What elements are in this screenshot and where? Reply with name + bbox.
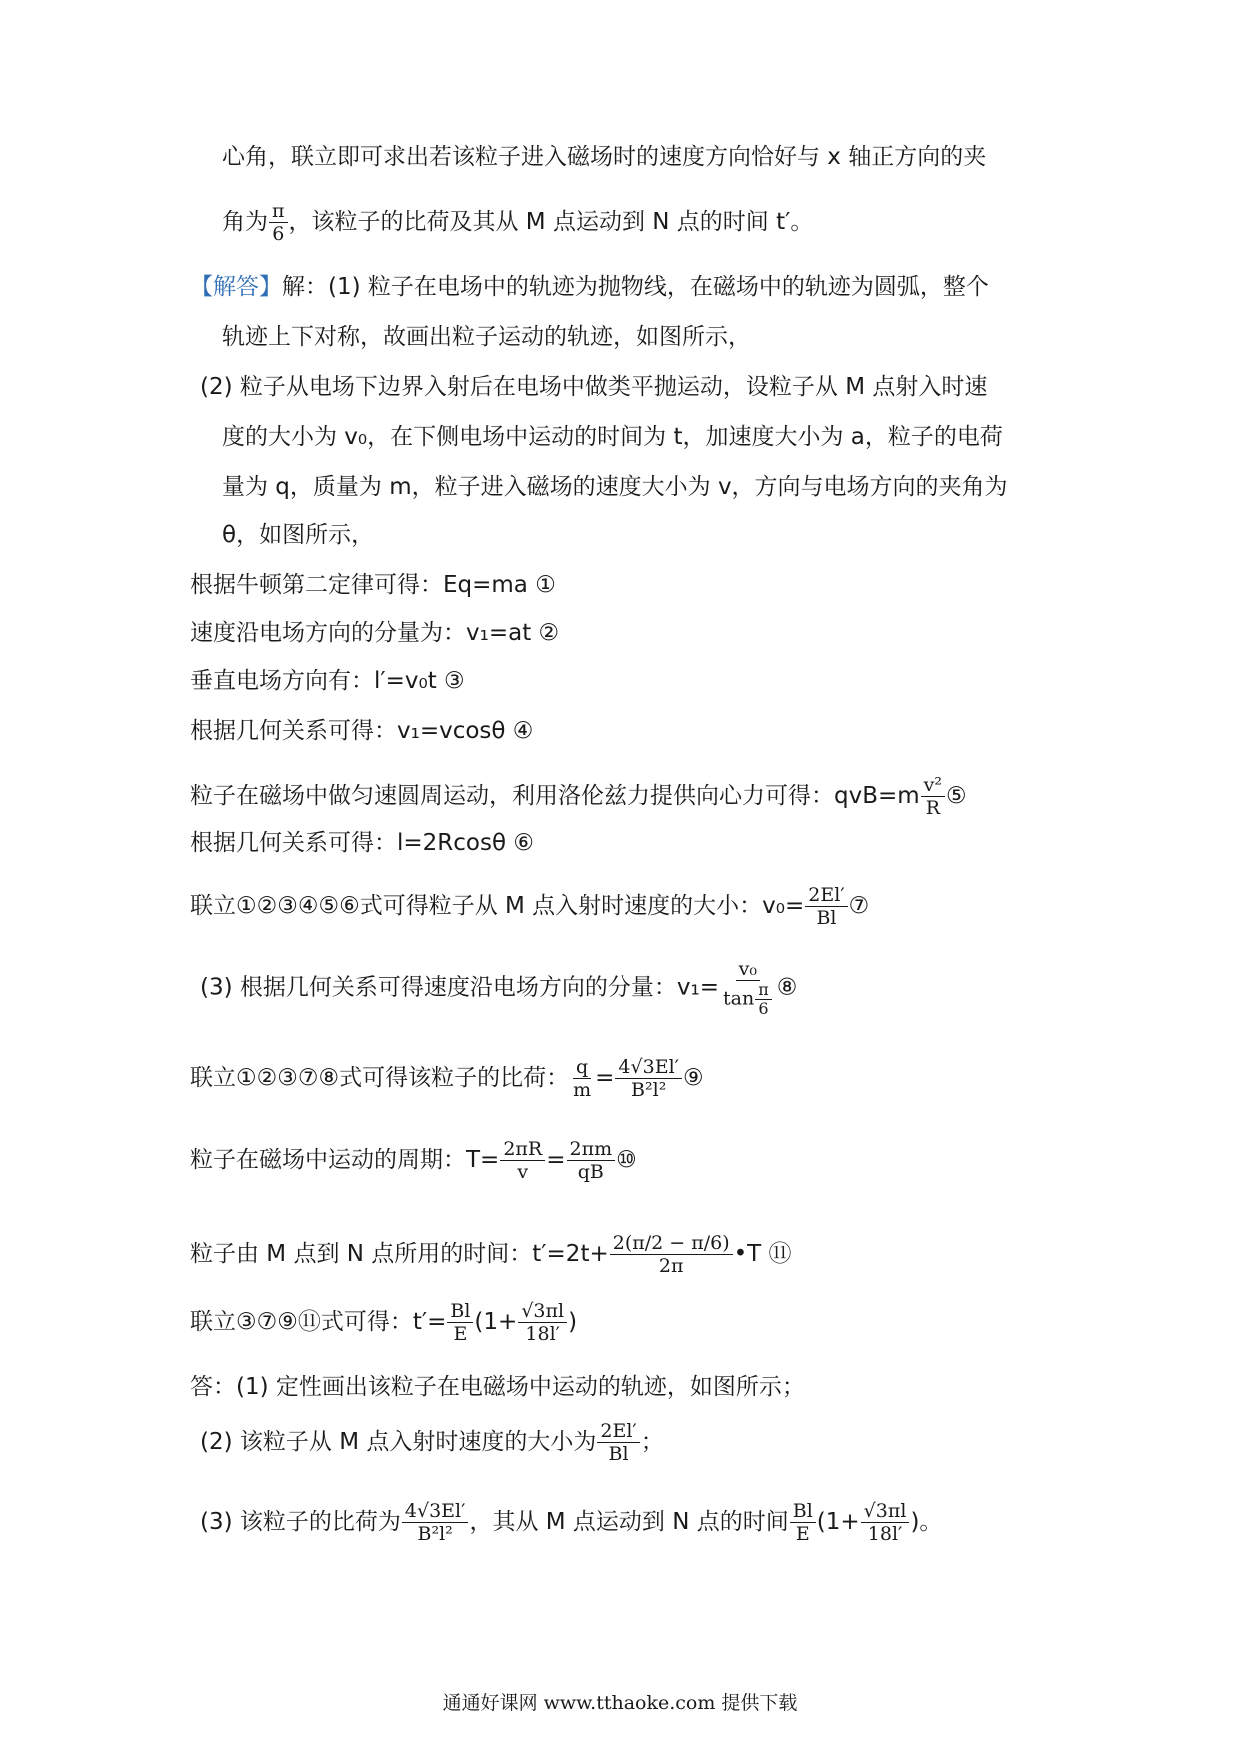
equation-11: 粒子由 M 点到 N 点所用的时间：t′=2t+ $\frac{2(\pi/2 - \pi/6)}{2\pi}$ •T ⑪ <box>190 1232 792 1277</box>
solution-p2-c: 量为 q，质量为 m，粒子进入磁场的速度大小为 v，方向与电场方向的夹角为 <box>222 474 1008 500</box>
fraction-v0-over-tan: v₀ tan $\frac{\pi}{6}$ <box>720 958 776 1018</box>
fraction-answer-bl-over-e: $\frac{Bl}{E}$ <box>790 1500 816 1545</box>
fraction-2pir-over-v: $\frac{2\pi R}{v}$ <box>500 1138 545 1183</box>
solution-p1-a: 【解答】解：(1) 粒子在电场中的轨迹为抛物线，在磁场中的轨迹为圆弧，整个 <box>190 274 989 300</box>
solution-p2-a: (2) 粒子从电场下边界入射后在电场中做类平抛运动，设粒子从 M 点射入时速 <box>200 374 988 400</box>
equation-4: 根据几何关系可得：v₁=vcosθ ④ <box>190 718 534 744</box>
equation-2: 速度沿电场方向的分量为：v₁=at ② <box>190 620 560 646</box>
analysis-line-2: 角为 $\frac{\pi}{6}$ ，该粒子的比荷及其从 M 点运动到 N 点的时间 t′。 <box>222 200 814 245</box>
solution-tag: 【解答】 <box>190 274 282 300</box>
equation-10: 粒子在磁场中运动的周期：T= $\frac{2\pi R}{v}$ = $\frac{2\pi m}{qB}$ ⑩ <box>190 1138 637 1183</box>
equation-6: 根据几何关系可得：l=2Rcosθ ⑥ <box>190 830 534 856</box>
fraction-pi-over-6: $\frac{\pi}{6}$ <box>269 200 288 245</box>
fraction-answer-v0: $\frac{2El'}{Bl}$ <box>597 1420 639 1465</box>
equation-5: 粒子在磁场中做匀速圆周运动，利用洛伦兹力提供向心力可得：qvB=m $\frac{\text{v²}}{R}$ ⑤ <box>190 774 967 819</box>
fraction-sqrt3pil-over-18l: $\frac{√3\pi l}{18l'}$ <box>518 1300 567 1345</box>
equation-8: (3) 根据几何关系可得速度沿电场方向的分量：v₁= v₀ tan $\frac{\pi}{6}$ ⑧ <box>200 958 798 1018</box>
fraction-angle-over-2pi: $\frac{2(\pi/2 - \pi/6)}{2\pi}$ <box>610 1232 733 1277</box>
equation-3: 垂直电场方向有：l′=v₀t ③ <box>190 668 465 694</box>
fraction-q-over-m: $\frac{q}{m}$ <box>573 1056 592 1101</box>
solution-p2-b: 度的大小为 v₀，在下侧电场中运动的时间为 t，加速度大小为 a，粒子的电荷 <box>222 424 1003 450</box>
solution-p2-d: θ，如图所示， <box>222 522 375 548</box>
fraction-answer-sqrt3pil: $\frac{√3\pi l}{18l'}$ <box>861 1500 910 1545</box>
fraction-v0: $\frac{2El'}{Bl}$ <box>805 884 847 929</box>
equation-9: 联立①②③⑦⑧式可得该粒子的比荷： $\frac{q}{m}$ = $\frac{4√3El'}{\text{B²l²}}$ ⑨ <box>190 1056 704 1101</box>
answer-3: (3) 该粒子的比荷为 $\frac{4√3El'}{\text{B²l²}}$ ，其从 M 点运动到 N 点的时间 $\frac{Bl}{E}$ (1+ $\frac{√3\pi l}{18l'}$ )。 <box>200 1500 943 1545</box>
analysis-line-1: 心角，联立即可求出若该粒子进入磁场时的速度方向恰好与 x 轴正方向的夹 <box>222 144 987 170</box>
page-footer: 通通好课网 www.tthaoke.com 提供下载 <box>442 1692 798 1714</box>
fraction-2pim-over-qb: $\frac{2\pi m}{qB}$ <box>567 1138 616 1183</box>
fraction-v2-over-r: $\frac{\text{v²}}{R}$ <box>921 774 945 819</box>
answer-2: (2) 该粒子从 M 点入射时速度的大小为 $\frac{2El'}{Bl}$ ； <box>200 1420 664 1465</box>
solution-p1-b: 轨迹上下对称，故画出粒子运动的轨迹，如图所示， <box>222 324 751 350</box>
equation-12: 联立③⑦⑨⑪式可得：t′= $\frac{Bl}{E}$ (1+ $\frac{√3\pi l}{18l'}$ ) <box>190 1300 578 1345</box>
answer-1: 答：(1) 定性画出该粒子在电磁场中运动的轨迹，如图所示； <box>190 1374 805 1400</box>
fraction-answer-charge-ratio: $\frac{4√3El'}{\text{B²l²}}$ <box>402 1500 469 1545</box>
equation-7: 联立①②③④⑤⑥式可得粒子从 M 点入射时速度的大小：v₀= $\frac{2El'}{Bl}$ ⑦ <box>190 884 870 929</box>
equation-1: 根据牛顿第二定律可得：Eq=ma ① <box>190 572 556 598</box>
fraction-bl-over-e: $\frac{Bl}{E}$ <box>447 1300 473 1345</box>
fraction-charge-ratio: $\frac{4√3El'}{\text{B²l²}}$ <box>615 1056 682 1101</box>
fraction-pi-over-6-inner: $\frac{\pi}{6}$ <box>755 981 772 1018</box>
